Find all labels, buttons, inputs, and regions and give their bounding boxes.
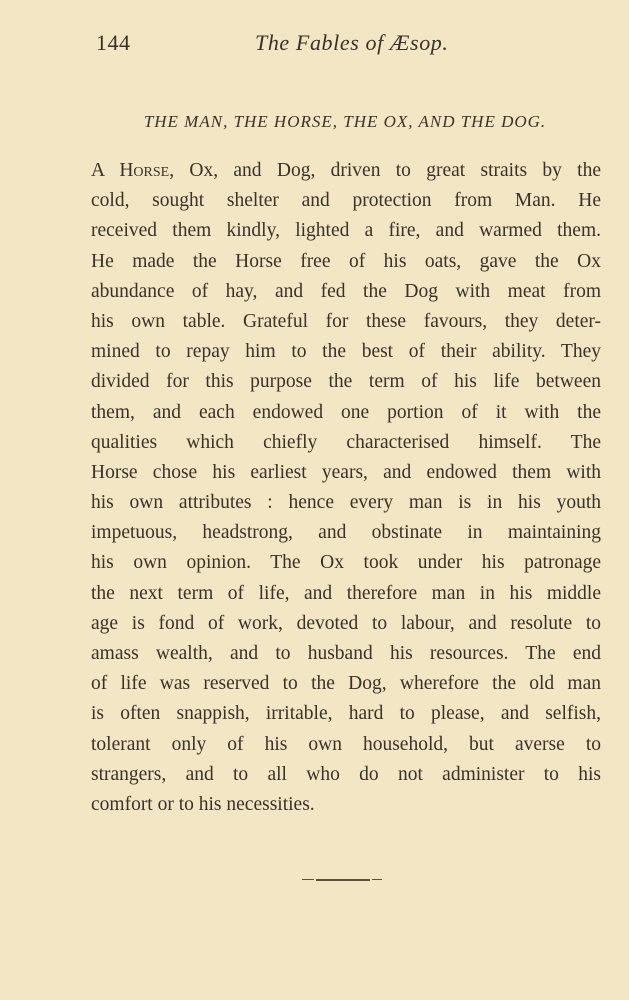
running-head: The Fables of Æsop. xyxy=(255,30,449,55)
page-number: 144 xyxy=(96,30,131,55)
fable-line: He made the Horse free of his oats, gave the Ox xyxy=(91,250,601,272)
fable-line: mined to repay him to the best of their ability. They xyxy=(91,341,601,363)
fable-line: cold, sought shelter and protection from Man. He xyxy=(91,190,601,212)
fable-line-1 xyxy=(91,156,601,186)
fable-line-text: Ox, and Dog, driven to great straits by the xyxy=(189,160,602,181)
fable-line: tolerant only of his own household, but averse to xyxy=(91,733,601,755)
fable-line: is often snappish, irritable, hard to please, and selfish, xyxy=(91,703,601,725)
fable-line: impetuous, headstrong, and obstinate in maintaining xyxy=(91,522,601,544)
opening-word: A xyxy=(91,160,105,181)
fable-title: THE MAN, THE HORSE, THE OX, AND THE DOG. xyxy=(143,112,547,131)
fable-line: the next term of life, and therefore man in his middle xyxy=(91,582,601,604)
rule-segment xyxy=(316,879,370,881)
fable-line: age is fond of work, devoted to labour, and resolute to xyxy=(91,612,601,634)
fable-line: qualities which chiefly characterised himself. The xyxy=(91,431,601,453)
fable-line: abundance of hay, and fed the Dog with meat from xyxy=(91,280,601,302)
fable-line: of life was reserved to the Dog, wherefore the old man xyxy=(91,673,601,695)
fable-line: Horse chose his earliest years, and endowed them with xyxy=(91,461,601,483)
fable-line: received them kindly, lighted a fire, and warmed them. xyxy=(91,220,601,242)
fable-line-last: comfort or to his necessities. xyxy=(91,793,315,815)
fable-line: divided for this purpose the term of his life between xyxy=(91,371,601,393)
rule-segment xyxy=(372,879,382,880)
fable-line: amass wealth, and to husband his resources. The end xyxy=(91,643,601,664)
rule-segment xyxy=(302,879,314,880)
ornamental-rule xyxy=(302,879,386,881)
fable-text xyxy=(91,156,601,820)
fable-line: his own table. Grateful for these favours, they deter- xyxy=(91,310,601,332)
fable-line: his own attributes : hence every man is in his youth xyxy=(91,492,601,514)
opening-smallcaps: Horse, xyxy=(119,160,175,181)
fable-line: strangers, and to all who do not administer to his xyxy=(91,763,601,785)
fable-line: them, and each endowed one portion of it with the xyxy=(91,401,601,423)
fable-line: his own opinion. The Ox took under his patronage xyxy=(91,552,601,574)
